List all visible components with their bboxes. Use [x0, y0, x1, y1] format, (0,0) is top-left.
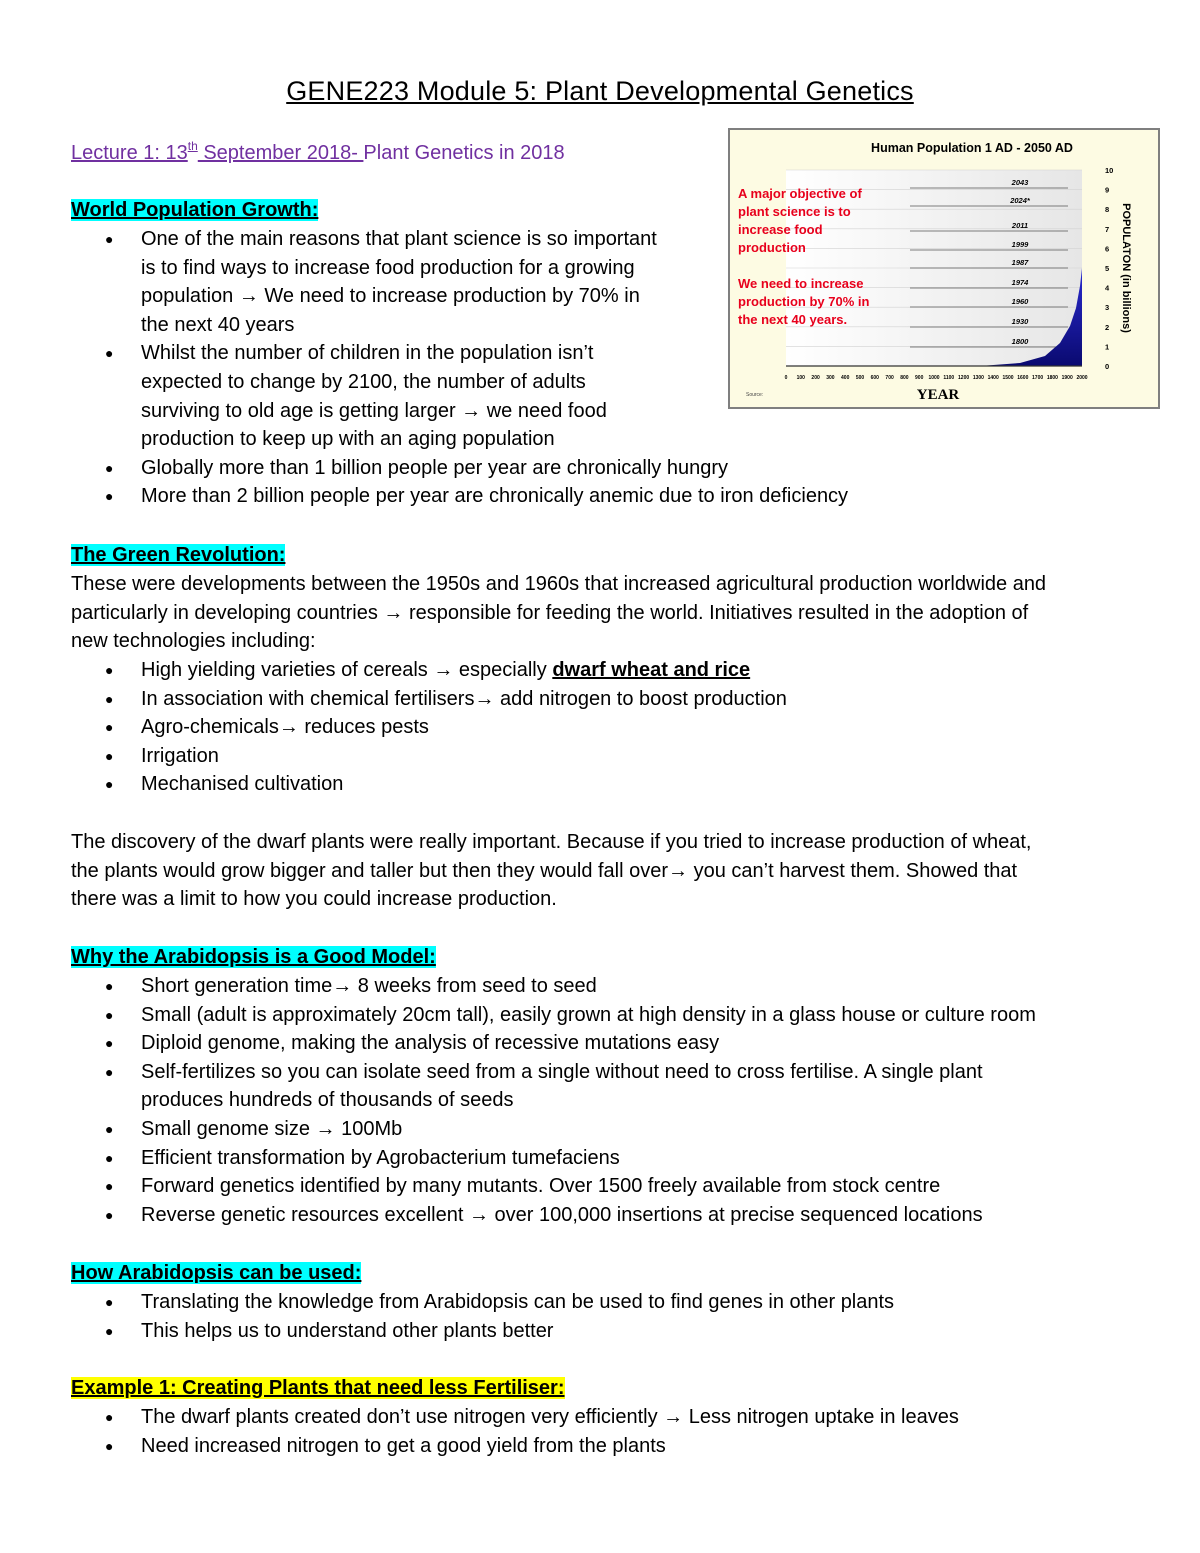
bullet-icon: ● [105, 1437, 114, 1454]
y-tick-label: 8 [1105, 205, 1110, 215]
section-heading-green-revolution: The Green Revolution: [71, 544, 286, 566]
section-heading-arabidopsis-use: How Arabidopsis can be used: [71, 1262, 362, 1284]
lecture-date-rest: September 2018- [197, 142, 364, 164]
x-tick-label: 1100 [943, 375, 955, 381]
x-tick-label: 800 [900, 375, 909, 381]
y-tick-label: 9 [1105, 185, 1110, 195]
year-marker-label: 2011 [1011, 221, 1029, 230]
green-revolution-list [71, 656, 787, 799]
y-tick-label: 3 [1105, 303, 1110, 313]
x-tick-label: 1900 [1061, 375, 1073, 381]
list-item: ● High yielding varieties of cereals → especially dwarf wheat and rice [71, 656, 787, 685]
year-marker-label: 1999 [1011, 240, 1029, 249]
x-tick-label: 0 [784, 375, 788, 381]
section-heading-arabidopsis-model: Why the Arabidopsis is a Good Model: [71, 946, 436, 968]
figure-y-ticks [1105, 166, 1113, 371]
x-tick-label: 100 [796, 375, 805, 381]
x-tick-label: 1800 [1046, 375, 1058, 381]
callout-line: increase food [738, 222, 823, 237]
x-tick-label: 1600 [1017, 375, 1029, 381]
bullet-icon: ● [105, 459, 114, 476]
list-item: ● This helps us to understand other plants better [71, 1317, 894, 1346]
list-item: ● Whilst the number of children in the population isn’t expected to change by 2100, the number of adults surviving to old age is getting larger → we need food production to keep up with an aging population [71, 339, 848, 453]
year-marker-label: 1987 [1011, 258, 1029, 267]
x-tick-label: 500 [855, 375, 865, 381]
year-marker-label: 1974 [1011, 278, 1029, 287]
x-tick-label: 200 [811, 375, 820, 381]
x-tick-label: 1700 [1032, 375, 1044, 381]
x-tick-label: 2000 [1076, 375, 1088, 381]
y-tick-label: 6 [1105, 244, 1110, 254]
figure-y-axis-label: POPULATON (in billions) [1120, 203, 1132, 333]
list-item: ● The dwarf plants created don’t use nitrogen very efficiently → Less nitrogen uptake in leaves [71, 1403, 959, 1432]
green-revolution-closing: The discovery of the dwarf plants were really important. Because if you tried to increase production of wheat, the plants would grow bigger and taller but then they would fall over→ you can’t harvest them. Showed that there was a limit to how you could increase production. [71, 831, 1032, 911]
lecture-topic: Plant Genetics in 2018 [363, 142, 565, 164]
population-figure [728, 128, 1160, 409]
bullet-icon: ● [105, 1063, 114, 1080]
document-title: GENE223 Module 5: Plant Developmental Genetics [286, 76, 914, 106]
list-item: ● Diploid genome, making the analysis of recessive mutations easy [71, 1029, 1036, 1058]
x-tick-label: 300 [826, 375, 835, 381]
callout-line: production [738, 240, 806, 255]
bullet-icon: ● [105, 690, 114, 707]
list-item: ● Forward genetics identified by many mutants. Over 1500 freely available from stock centre [71, 1172, 1036, 1201]
bullet-icon: ● [105, 1206, 114, 1223]
bullet-icon: ● [105, 345, 114, 362]
list-item: ● Reverse genetic resources excellent → over 100,000 insertions at precise sequenced locations [71, 1201, 1036, 1230]
list-item: ● Agro-chemicals→ reduces pests [71, 713, 787, 742]
section-heading-world-population: World Population Growth: [71, 199, 319, 221]
example-1-list [71, 1403, 959, 1460]
bullet-icon: ● [105, 231, 114, 247]
callout-line: plant science is to [738, 204, 851, 219]
lecture-date-sup: th [187, 139, 198, 153]
green-revolution-intro: These were developments between the 1950s and 1960s that increased agricultural production worldwide and particularly in developing countries → responsible for feeding the world. Initiatives resulted in the adoption of new technologies including: [71, 573, 1047, 653]
list-item: ● Globally more than 1 billion people per year are chronically hungry [71, 454, 848, 483]
year-marker-label: 1960 [1011, 297, 1029, 306]
list-item: ● In association with chemical fertilisers→ add nitrogen to boost production [71, 685, 787, 714]
x-tick-label: 1300 [972, 375, 984, 381]
bullet-icon: ● [105, 1322, 114, 1339]
arabidopsis-use-list [71, 1288, 894, 1345]
x-tick-label: 700 [885, 375, 894, 381]
x-tick-label: 1400 [987, 375, 999, 381]
bullet-icon: ● [105, 747, 114, 764]
list-item: ● More than 2 billion people per year are chronically anemic due to iron deficiency [71, 482, 848, 511]
y-tick-label: 7 [1105, 224, 1110, 234]
bullet-icon: ● [105, 719, 114, 736]
figure-title: Human Population 1 AD - 2050 AD [871, 141, 1073, 155]
year-marker-label: 1930 [1011, 317, 1029, 326]
y-tick-label: 5 [1105, 264, 1110, 273]
y-tick-label: 10 [1105, 166, 1114, 175]
lecture-line [71, 139, 565, 168]
x-tick-label: 600 [870, 375, 879, 381]
bullet-icon: ● [105, 978, 114, 994]
list-item: ● Irrigation [71, 742, 787, 771]
population-figure-graphic [730, 130, 1160, 409]
bullet-icon: ● [105, 1294, 114, 1310]
callout-line: production by 70% in [738, 294, 870, 309]
y-tick-label: 2 [1105, 322, 1110, 332]
bullet-icon: ● [105, 1149, 114, 1166]
callout-line: the next 40 years. [738, 312, 848, 327]
list-item: ● Small (adult is approximately 20cm tall), easily grown at high density in a glass house or culture room [71, 1001, 1036, 1030]
lecture-prefix: Lecture 1: 13 [71, 142, 188, 164]
arabidopsis-model-list [71, 972, 1036, 1229]
year-marker-label: 1800 [1011, 337, 1029, 346]
list-item: ● Short generation time→ 8 weeks from seed to seed [71, 972, 1036, 1001]
bullet-icon: ● [105, 488, 114, 505]
x-tick-label: 1200 [958, 375, 970, 381]
section-heading-example-1: Example 1: Creating Plants that need less Fertiliser: [71, 1377, 565, 1399]
list-item: ● Small genome size → 100Mb [71, 1115, 1036, 1144]
y-tick-label: 1 [1105, 342, 1110, 352]
figure-x-ticks [785, 375, 1088, 381]
emphasis-dwarf-wheat-rice: dwarf wheat and rice [552, 659, 751, 681]
bullet-icon: ● [105, 1006, 114, 1023]
figure-source-note: Source: [746, 392, 764, 398]
list-item: ● Need increased nitrogen to get a good yield from the plants [71, 1432, 959, 1461]
list-item: ● One of the main reasons that plant science is so important is to find ways to increase food production for a growing population → We need to increase production by 70% in the next 40 years [71, 225, 848, 339]
year-marker-label: 2024* [1010, 196, 1030, 205]
list-item: ● Mechanised cultivation [71, 770, 787, 799]
callout-line: We need to increase [738, 276, 864, 291]
list-item: ● Translating the knowledge from Arabidopsis can be used to find genes in other plants [71, 1288, 894, 1317]
x-tick-label: 1500 [1002, 375, 1014, 381]
callout-line: A major objective of [738, 186, 862, 201]
list-item: ● Self-fertilizes so you can isolate seed from a single without need to cross fertilise. A single plant produces hundreds of thousands of seeds [71, 1058, 1036, 1115]
bullet-icon: ● [105, 1035, 114, 1052]
list-item: ● Efficient transformation by Agrobacterium tumefaciens [71, 1144, 1036, 1173]
year-marker-label: 2043 [1011, 178, 1029, 187]
bullet-icon: ● [105, 776, 114, 793]
y-tick-label: 0 [1105, 362, 1110, 371]
x-tick-label: 900 [915, 375, 924, 381]
bullet-icon: ● [105, 1120, 114, 1137]
x-tick-label: 400 [841, 375, 850, 381]
x-tick-label: 1000 [928, 375, 940, 381]
figure-x-axis-label: YEAR [916, 387, 960, 403]
bullet-icon: ● [105, 662, 114, 678]
bullet-icon: ● [105, 1178, 114, 1195]
y-tick-label: 4 [1105, 283, 1110, 293]
bullet-icon: ● [105, 1409, 114, 1425]
